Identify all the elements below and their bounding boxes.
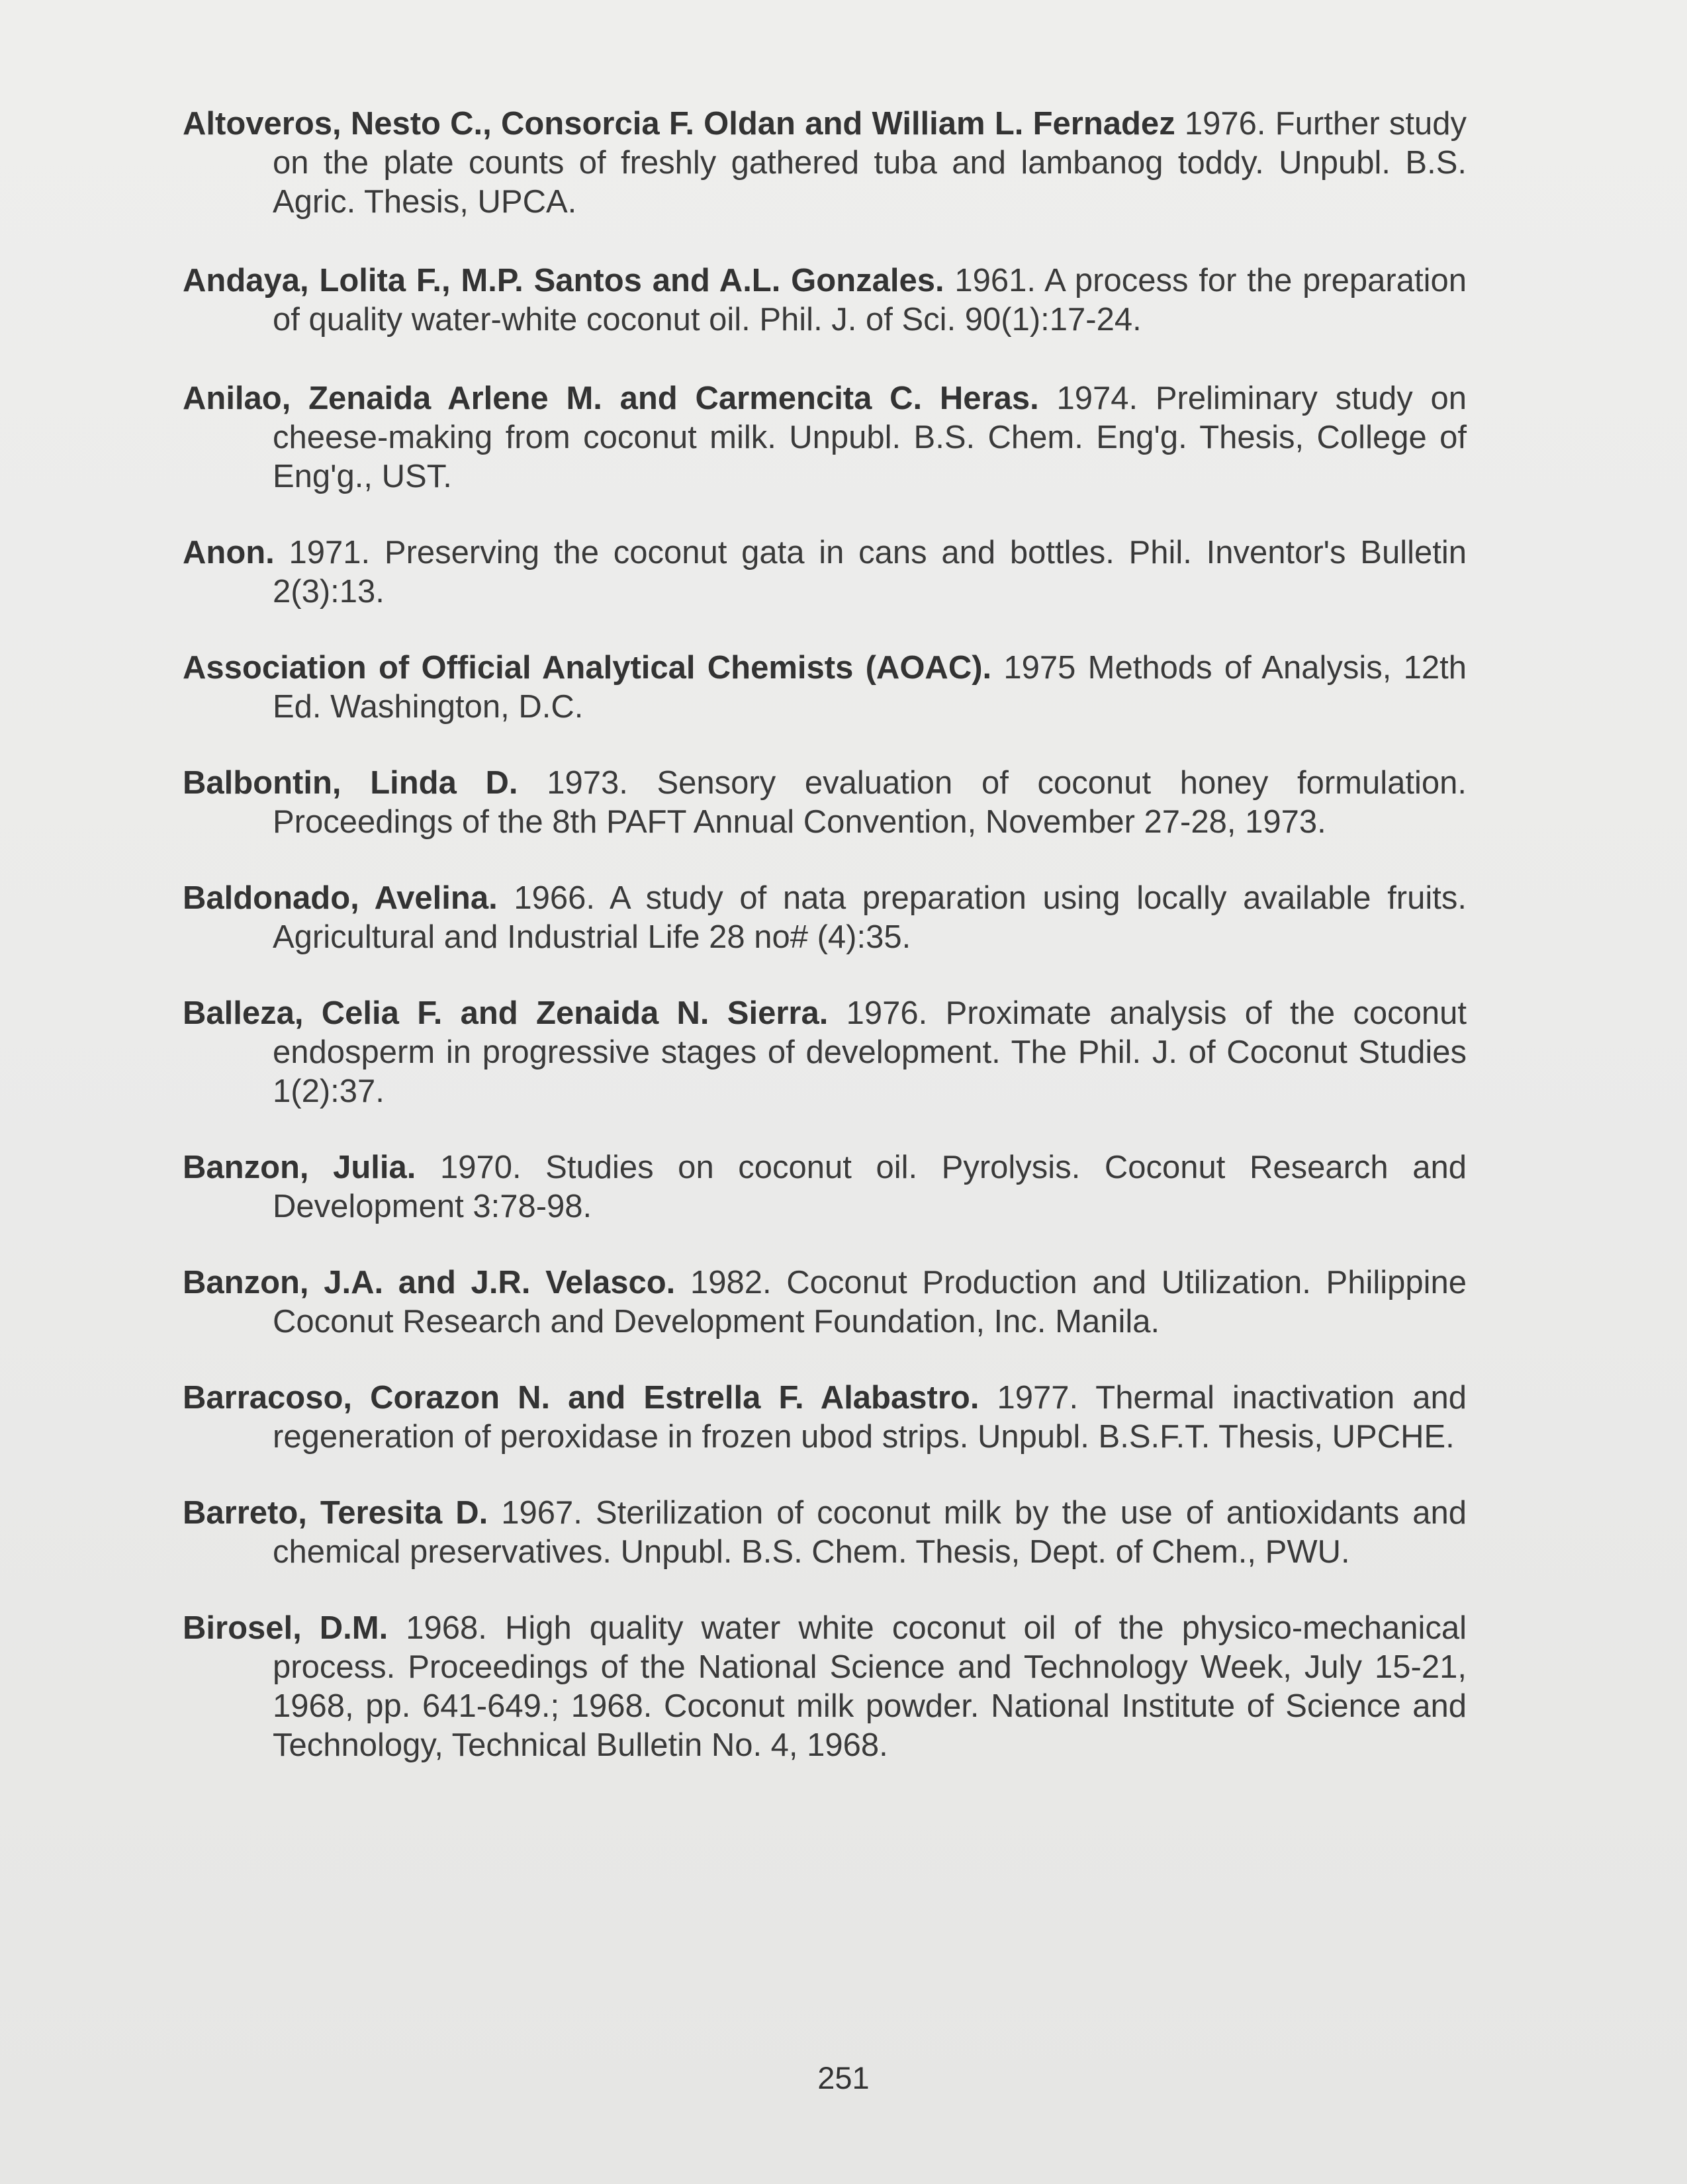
reference-entry (183, 261, 1467, 340)
reference-entry (183, 1494, 1467, 1572)
reference-authors: Banzon, Julia. (183, 1150, 416, 1185)
reference-authors: Altoveros, Nesto C., Consorcia F. Oldan and William L. Fernadez (183, 106, 1175, 142)
bibliography-list (183, 105, 1467, 1765)
reference-authors: Banzon, J.A. and J.R. Velasco. (183, 1265, 676, 1300)
reference-details: 1967. Sterilization of coconut milk by the use of antioxidants and chemical preservatives. Unpubl. B.S. Chem. Thesis, Dept. of Chem., PWU. (273, 1495, 1467, 1570)
reference-entry (183, 994, 1467, 1111)
reference-details: 1976. Further study on the plate counts of freshly gathered tuba and lambanog toddy. Unpubl. B.S. Agric. Thesis, UPCA. (273, 106, 1467, 220)
reference-entry (183, 105, 1467, 222)
reference-authors: Baldonado, Avelina. (183, 880, 498, 916)
reference-entry (183, 533, 1467, 612)
reference-authors: Balbontin, Linda D. (183, 765, 518, 801)
reference-entry (183, 379, 1467, 496)
reference-details: 1966. A study of nata preparation using locally available fruits. Agricultural and Industrial Life 28 no# (4):35. (273, 880, 1467, 955)
reference-authors: Association of Official Analytical Chemists (AOAC). (183, 650, 992, 686)
reference-entry (183, 1609, 1467, 1765)
reference-authors: Balleza, Celia F. and Zenaida N. Sierra. (183, 995, 829, 1031)
reference-details: 1975 Methods of Analysis, 12th Ed. Washington, D.C. (273, 650, 1467, 725)
reference-entry (183, 1148, 1467, 1226)
reference-authors: Birosel, D.M. (183, 1610, 388, 1646)
reference-details: 1961. A process for the preparation of quality water-white coconut oil. Phil. J. of Sci. 90(1):17-24. (273, 263, 1467, 338)
reference-details: 1968. High quality water white coconut oil of the physico-mechanical process. Proceedings of the National Science and Technology Week, July 15-21, 1968, pp. 641-649.; 1968. Coconut milk powder. National Institute of Science and Technology, Technical Bulletin No. 4, 1968. (273, 1610, 1467, 1763)
reference-details: 1973. Sensory evaluation of coconut honey formulation. Proceedings of the 8th PAFT Annual Convention, November 27-28, 1973. (273, 765, 1467, 840)
reference-authors: Anon. (183, 535, 275, 570)
reference-entry (183, 649, 1467, 727)
page-number: 251 (817, 2060, 870, 2095)
reference-details: 1982. Coconut Production and Utilization. Philippine Coconut Research and Development Foundation, Inc. Manila. (273, 1265, 1467, 1340)
reference-authors: Barracoso, Corazon N. and Estrella F. Alabastro. (183, 1380, 980, 1416)
reference-authors: Andaya, Lolita F., M.P. Santos and A.L. Gonzales. (183, 263, 944, 298)
reference-details: 1974. Preliminary study on cheese-making from coconut milk. Unpubl. B.S. Chem. Eng'g. Thesis, College of Eng'g., UST. (273, 381, 1467, 494)
reference-authors: Anilao, Zenaida Arlene M. and Carmencita C. Heras. (183, 381, 1039, 416)
reference-details: 1977. Thermal inactivation and regeneration of peroxidase in frozen ubod strips. Unpubl. B.S.F.T. Thesis, UPCHE. (273, 1380, 1467, 1455)
reference-entry (183, 764, 1467, 842)
reference-details: 1976. Proximate analysis of the coconut endosperm in progressive stages of development. The Phil. J. of Coconut Studies 1(2):37. (273, 995, 1467, 1109)
reference-entry (183, 1263, 1467, 1342)
reference-entry (183, 1379, 1467, 1457)
reference-details: 1971. Preserving the coconut gata in cans and bottles. Phil. Inventor's Bulletin 2(3):13. (273, 535, 1467, 610)
reference-entry (183, 879, 1467, 957)
reference-authors: Barreto, Teresita D. (183, 1495, 488, 1531)
reference-details: 1970. Studies on coconut oil. Pyrolysis. Coconut Research and Development 3:78-98. (273, 1150, 1467, 1224)
